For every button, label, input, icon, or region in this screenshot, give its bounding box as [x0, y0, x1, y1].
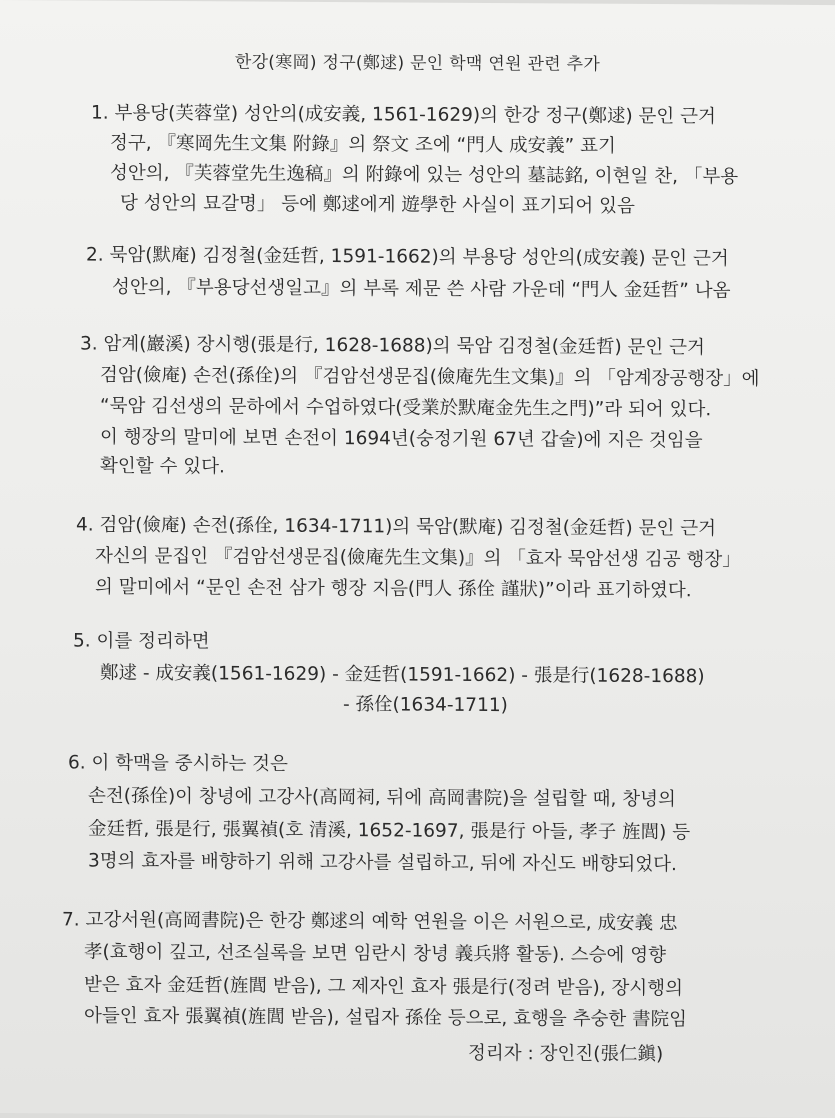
- section-3-line: 이 행장의 말미에 보면 손전이 1694년(숭정기원 67년 갑술)에 지은 것임을: [100, 426, 703, 452]
- section-1-line: 성안의, 『芙蓉堂先生逸稿』의 附錄에 있는 성안의 墓誌銘, 이현일 찬, 「부용: [110, 162, 739, 188]
- author-line: 정리자 : 장인진(張仁鎭): [468, 1042, 664, 1066]
- section-4-heading: 4. 검암(儉庵) 손전(孫佺, 1634-1711)의 묵암(默庵) 김정철(金廷哲) 문인 근거: [76, 514, 716, 540]
- section-6-heading: 6. 이 학맥을 중시하는 것은: [68, 752, 288, 775]
- section-6-line: 손전(孫佺)이 창녕에 고강사(高岡祠, 뒤에 高岡書院)을 설립할 때, 창녕의: [88, 785, 676, 811]
- section-3-heading: 3. 암계(巖溪) 장시행(張是行, 1628-1688)의 묵암 김정철(金廷哲) 문인 근거: [80, 333, 705, 359]
- section-2-heading: 2. 묵암(默庵) 김정철(金廷哲, 1591-1662)의 부용당 성안의(成安義) 문인 근거: [86, 244, 729, 270]
- section-7-line: 孝(효행이 깊고, 선조실록을 보면 임란시 창녕 義兵將 활동). 스승에 영향: [84, 941, 667, 967]
- section-5-heading: 5. 이를 정리하면: [73, 630, 210, 653]
- section-3-line: 확인할 수 있다.: [100, 455, 225, 478]
- section-4-line: 의 말미에서 “문인 손전 삼가 행장 지음(門人 孫佺 謹狀)”이라 표기하였다.: [95, 576, 692, 602]
- section-1-line: 정구, 『寒岡先生文集 附錄』의 祭文 조에 “門人 成安義” 표기: [110, 132, 616, 157]
- section-3-line: “묵암 김선생의 문하에서 수업하였다(受業於默庵金先生之門)”라 되어 있다.: [100, 395, 712, 421]
- section-1-line: 당 성안의 묘갈명」 등에 鄭逑에게 遊學한 사실이 표기되어 있음: [120, 192, 635, 217]
- section-1-heading: 1. 부용당(芙蓉堂) 성안의(成安義, 1561-1629)의 한강 정구(鄭逑) 문인 근거: [91, 102, 716, 128]
- section-6-line: 金廷哲, 張是行, 張翼禎(호 清溪, 1652-1697, 張是行 아들, 孝子 旌閭) 등: [88, 818, 691, 844]
- section-3-line: 검암(儉庵) 손전(孫佺)의 『검암선생문집(儉庵先生文集)』의 「암계장공행장」에: [100, 364, 760, 390]
- document-title: 한강(寒岡) 정구(鄭逑) 문인 학맥 연원 관련 추가: [234, 52, 601, 75]
- lineage-chain-line: - 孫佺(1634-1711): [343, 694, 508, 717]
- section-6-line: 3명의 효자를 배향하기 위해 고강사를 설립하고, 뒤에 자신도 배향되었다.: [88, 850, 677, 876]
- lineage-chain-line: 鄭逑 - 成安義(1561-1629) - 金廷哲(1591-1662) - 張是行(1628-1688): [100, 662, 705, 688]
- section-7-heading: 7. 고강서원(高岡書院)은 한강 鄭逑의 예학 연원을 이은 서원으로, 成安義 忠: [62, 909, 678, 935]
- section-7-line: 받은 효자 金廷哲(旌閭 받음), 그 제자인 효자 張是行(정려 받음), 장시행의: [84, 974, 683, 1000]
- section-4-line: 자신의 문집인 『검암선생문집(儉庵先生文集)』의 「효자 묵암선생 김공 행장」: [95, 545, 741, 571]
- section-7-line: 아들인 효자 張翼禎(旌閭 받음), 설립자 孫佺 등으로, 효행을 추숭한 書院임: [84, 1005, 688, 1031]
- section-2-line: 성안의, 『부용당선생일고』의 부록 제문 쓴 사람 가운데 “門人 金廷哲” 나옴: [112, 276, 731, 302]
